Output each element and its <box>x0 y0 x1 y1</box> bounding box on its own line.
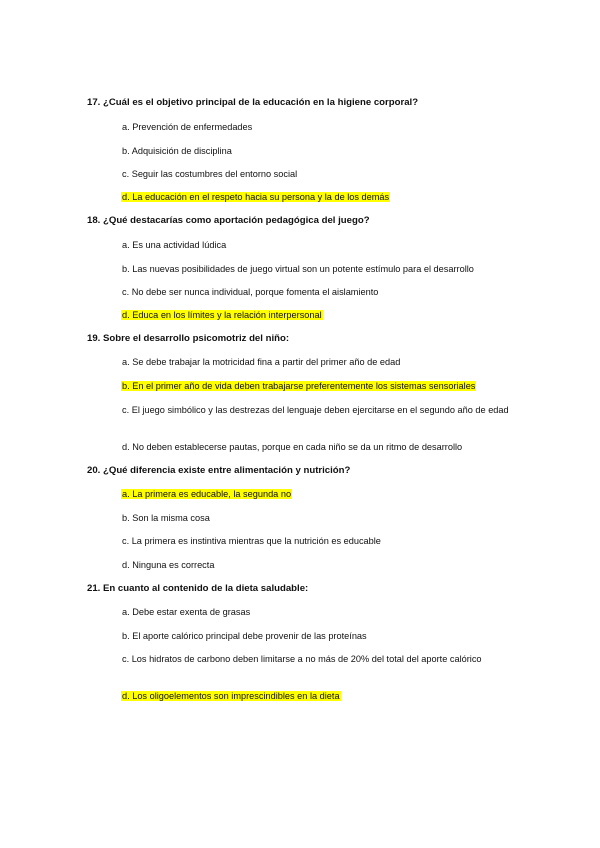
question-17-title: 17. ¿Cuál es el objetivo principal de la educación en la higiene corporal? <box>87 97 419 108</box>
question-19-option-c: c. El juego simbólico y las destrezas del lenguaje deben ejercitarse en el segundo año de edad <box>122 405 509 415</box>
question-21-option-a: a. Debe estar exenta de grasas <box>122 607 251 617</box>
question-18-option-b: b. Las nuevas posibilidades de juego virtual son un potente estímulo para el desarrollo <box>122 264 474 274</box>
question-17-option-a: a. Prevención de enfermedades <box>122 122 253 132</box>
question-21-option-b: b. El aporte calórico principal debe provenir de las proteínas <box>122 631 367 641</box>
question-21-title: 21. En cuanto al contenido de la dieta saludable: <box>87 583 309 594</box>
question-19-option-b-highlighted: b. En el primer año de vida deben trabajarse preferentemente los sistemas sensoriales <box>122 381 476 391</box>
question-18-option-d-highlighted: d. Educa en los límites y la relación interpersonal <box>122 310 322 320</box>
question-17-option-c: c. Seguir las costumbres del entorno social <box>122 169 298 179</box>
question-20-title: 20. ¿Qué diferencia existe entre alimentación y nutrición? <box>87 465 351 476</box>
question-19-option-d: d. No deben establecerse pautas, porque en cada niño se da un ritmo de desarrollo <box>122 442 463 452</box>
question-19-option-a: a. Se debe trabajar la motricidad fina a partir del primer año de edad <box>122 357 401 367</box>
question-18-option-a: a. Es una actividad lúdica <box>122 240 227 250</box>
question-20-option-b: b. Son la misma cosa <box>122 513 210 523</box>
question-20-option-a-highlighted: a. La primera es educable, la segunda no <box>122 489 292 499</box>
question-21-option-d-highlighted: d. Los oligoelementos son imprescindibles en la dieta <box>122 691 340 701</box>
question-17-option-b: b. Adquisición de disciplina <box>122 146 232 156</box>
question-20-option-c: c. La primera es instintiva mientras que la nutrición es educable <box>122 536 381 546</box>
question-18-option-c: c. No debe ser nunca individual, porque fomenta el aislamiento <box>122 287 379 297</box>
question-18-title: 18. ¿Qué destacarías como aportación pedagógica del juego? <box>87 215 370 226</box>
question-17-option-d-highlighted: d. La educación en el respeto hacia su persona y la de los demás <box>122 192 390 202</box>
question-21-option-c: c. Los hidratos de carbono deben limitarse a no más de 20% del total del aporte calórico <box>122 654 482 664</box>
question-20-option-d: d. Ninguna es correcta <box>122 560 215 570</box>
question-19-title: 19. Sobre el desarrollo psicomotriz del niño: <box>87 333 290 344</box>
